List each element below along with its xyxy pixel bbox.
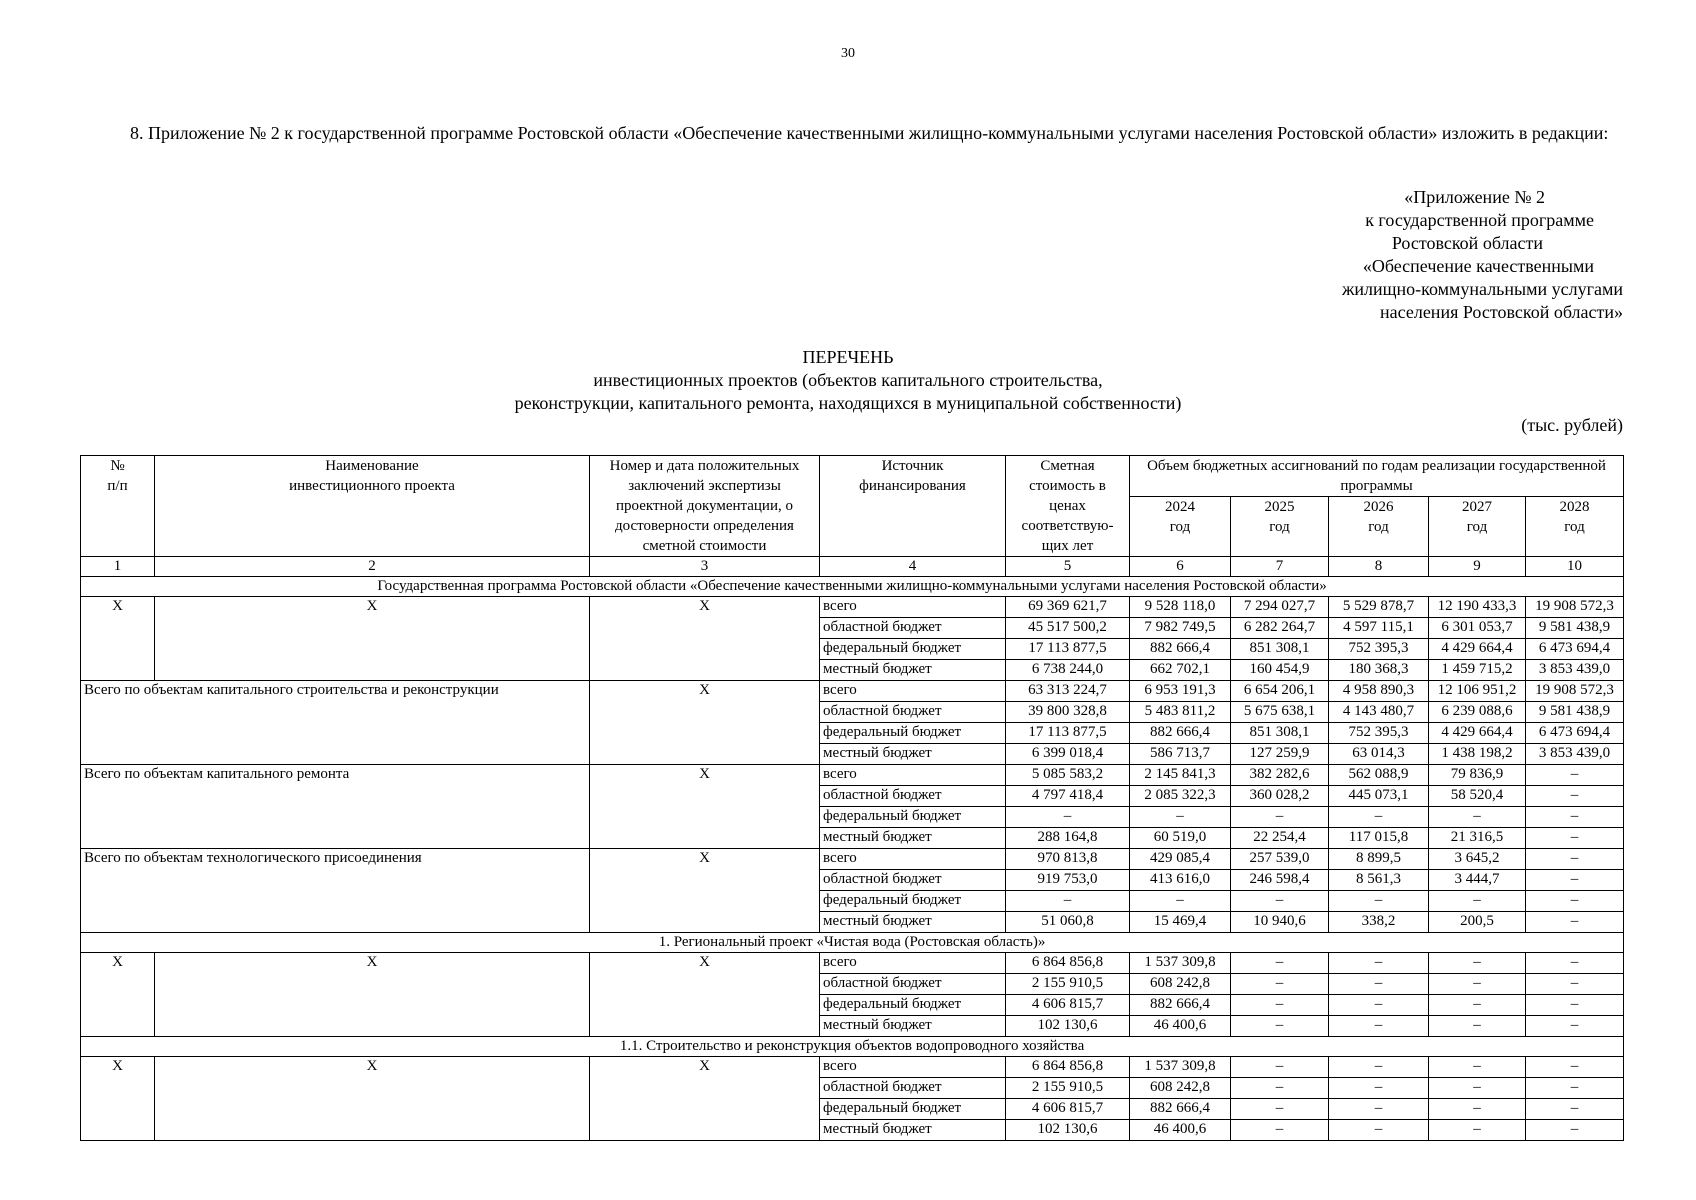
cell-value: 851 308,1 [1231,639,1329,660]
cell-value: 6 864 856,8 [1006,1057,1130,1078]
cell-source: всего [820,681,1006,702]
cell-source: федеральный бюджет [820,995,1006,1016]
cell-value: 2 145 841,3 [1130,765,1231,786]
cell-value: 6 473 694,4 [1526,723,1624,744]
cell-value: – [1006,891,1130,912]
cell-value: 4 143 480,7 [1329,702,1429,723]
cell-value: – [1526,974,1624,995]
cell-value: – [1526,1120,1624,1141]
section-program [81,577,1624,597]
heading-line: инвестиционных проектов (объектов капитального строительства, [593,370,1103,390]
cell-value: – [1231,1057,1329,1078]
cell-value: 2 155 910,5 [1006,974,1130,995]
page-number: 30 [841,46,855,61]
cell-value: 1 459 715,2 [1429,660,1526,681]
cell-value: – [1329,891,1429,912]
cell-value: – [1231,807,1329,828]
column-number: 5 [1006,557,1130,577]
cell-value: – [1526,912,1624,933]
table-row [81,597,1624,618]
cell-value: – [1231,974,1329,995]
cell-source: областной бюджет [820,870,1006,891]
cell-value: 6 654 206,1 [1231,681,1329,702]
cell-source: всего [820,597,1006,618]
cell-value: 338,2 [1329,912,1429,933]
column-number: 8 [1329,557,1429,577]
cell-value: 382 282,6 [1231,765,1329,786]
projects-table [80,455,1624,1141]
cell-value: 4 606 815,7 [1006,995,1130,1016]
cell-value: 69 369 621,7 [1006,597,1130,618]
cell-value: – [1526,807,1624,828]
cell-name: Х [155,1057,590,1141]
cell-expertise: Х [590,953,820,1037]
cell-value: – [1526,891,1624,912]
cell-value: 6 239 088,6 [1429,702,1526,723]
cell-value: 6 301 053,7 [1429,618,1526,639]
cell-value: – [1429,1057,1526,1078]
cell-value: 6 282 264,7 [1231,618,1329,639]
cell-value: 5 085 583,2 [1006,765,1130,786]
group-title-tech: Всего по объектам технологического присоединения [81,849,590,933]
cell-value: 1 537 309,8 [1130,1057,1231,1078]
cell-value: – [1526,828,1624,849]
cell-value: 102 130,6 [1006,1120,1130,1141]
cell-value: – [1231,953,1329,974]
cell-value: – [1429,891,1526,912]
appendix-line: к государственной программе [1365,210,1594,230]
header-year-2028: 2028 год [1526,497,1624,557]
header-expertise: Номер и дата положительных заключений экспертизы проектной документации, о достоверности определения сметной стоимости [590,456,820,557]
cell-value: 8 899,5 [1329,849,1429,870]
cell-value: – [1329,1057,1429,1078]
cell-value: 200,5 [1429,912,1526,933]
cell-value: 3 853 439,0 [1526,660,1624,681]
cell-num: Х [81,1057,155,1141]
cell-value: – [1526,1099,1624,1120]
cell-value: – [1130,807,1231,828]
appendix-line: Ростовской области [1391,233,1543,253]
column-number: 9 [1429,557,1526,577]
cell-value: – [1329,995,1429,1016]
cell-source: областной бюджет [820,618,1006,639]
cell-value: 180 368,3 [1329,660,1429,681]
cell-source: местный бюджет [820,744,1006,765]
cell-value: 3 444,7 [1429,870,1526,891]
cell-value: 288 164,8 [1006,828,1130,849]
cell-value: 12 190 433,3 [1429,597,1526,618]
column-number: 4 [820,557,1006,577]
column-number: 7 [1231,557,1329,577]
cell-value: – [1429,953,1526,974]
cell-value: 1 537 309,8 [1130,953,1231,974]
section-water-supply-title: 1.1. Строительство и реконструкция объектов водопроводного хозяйства [81,1037,1624,1057]
cell-value: 2 085 322,3 [1130,786,1231,807]
document-heading [0,346,1696,415]
cell-value: – [1429,1120,1526,1141]
cell-value: – [1429,974,1526,995]
cell-value: – [1429,1016,1526,1037]
cell-value: – [1526,849,1624,870]
appendix-line: населения Ростовской области» [1380,302,1623,322]
cell-name: Х [155,597,590,681]
cell-value: 608 242,8 [1130,974,1231,995]
cell-value: 1 438 198,2 [1429,744,1526,765]
cell-source: всего [820,953,1006,974]
cell-expertise: Х [590,765,820,849]
cell-expertise: Х [590,1057,820,1141]
cell-value: 7 294 027,7 [1231,597,1329,618]
cell-value: 7 982 749,5 [1130,618,1231,639]
header-num: № п/п [81,456,155,557]
cell-value: – [1429,995,1526,1016]
cell-value: 10 940,6 [1231,912,1329,933]
cell-source: всего [820,765,1006,786]
header-cost: Сметная стоимость в ценах соответствую-щих лет [1006,456,1130,557]
cell-value: 586 713,7 [1130,744,1231,765]
table-row [81,849,1624,870]
cell-value: 6 473 694,4 [1526,639,1624,660]
cell-value: 79 836,9 [1429,765,1526,786]
cell-value: – [1429,807,1526,828]
cell-value: 882 666,4 [1130,723,1231,744]
cell-value: – [1526,1016,1624,1037]
header-year-2025: 2025 год [1231,497,1329,557]
cell-value: 19 908 572,3 [1526,681,1624,702]
cell-value: 60 519,0 [1130,828,1231,849]
cell-value: 117 015,8 [1329,828,1429,849]
cell-value: 4 606 815,7 [1006,1099,1130,1120]
cell-expertise: Х [590,849,820,933]
cell-value: 882 666,4 [1130,639,1231,660]
cell-value: 12 106 951,2 [1429,681,1526,702]
cell-value: 4 429 664,4 [1429,723,1526,744]
cell-value: – [1526,953,1624,974]
cell-value: – [1329,1078,1429,1099]
heading-title: ПЕРЕЧЕНЬ [802,347,894,367]
header-year-2027: 2027 год [1429,497,1526,557]
cell-value: 46 400,6 [1130,1016,1231,1037]
cell-value: 102 130,6 [1006,1016,1130,1037]
header-name: Наименование инвестиционного проекта [155,456,590,557]
cell-value: 882 666,4 [1130,1099,1231,1120]
cell-value: 8 561,3 [1329,870,1429,891]
cell-source: областной бюджет [820,702,1006,723]
cell-value: – [1329,953,1429,974]
header-volume: Объем бюджетных ассигнований по годам реализации государственной программы [1130,456,1624,497]
table-row [81,765,1624,786]
cell-value: 160 454,9 [1231,660,1329,681]
cell-value: 3 853 439,0 [1526,744,1624,765]
cell-source: федеральный бюджет [820,639,1006,660]
column-numbers-row [81,557,1624,577]
cell-value: 919 753,0 [1006,870,1130,891]
cell-value: 5 483 811,2 [1130,702,1231,723]
column-number: 2 [155,557,590,577]
cell-expertise: Х [590,597,820,681]
cell-value: 413 616,0 [1130,870,1231,891]
cell-value: – [1329,1016,1429,1037]
section-program-title: Государственная программа Ростовской области «Обеспечение качественными жилищно-коммунальными услугами населения Ростовской области» [81,577,1624,597]
cell-value: 445 073,1 [1329,786,1429,807]
cell-value: – [1231,1016,1329,1037]
cell-value: 246 598,4 [1231,870,1329,891]
cell-value: 3 645,2 [1429,849,1526,870]
cell-value: 51 060,8 [1006,912,1130,933]
cell-value: 6 953 191,3 [1130,681,1231,702]
appendix-line: «Обеспечение качественными [1362,256,1594,276]
cell-expertise: Х [590,681,820,765]
section-regional-project [81,933,1624,953]
cell-source: федеральный бюджет [820,807,1006,828]
cell-value: – [1006,807,1130,828]
cell-source: местный бюджет [820,1120,1006,1141]
cell-value: – [1329,1120,1429,1141]
cell-source: федеральный бюджет [820,723,1006,744]
cell-source: всего [820,849,1006,870]
cell-value: 46 400,6 [1130,1120,1231,1141]
cell-value: – [1329,807,1429,828]
cell-value: 851 308,1 [1231,723,1329,744]
cell-value: 2 155 910,5 [1006,1078,1130,1099]
cell-num: Х [81,597,155,681]
header-year-2024: 2024 год [1130,497,1231,557]
cell-value: 360 028,2 [1231,786,1329,807]
header-year-2026: 2026 год [1329,497,1429,557]
cell-value: 5 529 878,7 [1329,597,1429,618]
table-row [81,1057,1624,1078]
cell-value: – [1231,1078,1329,1099]
section-regional-project-title: 1. Региональный проект «Чистая вода (Ростовская область)» [81,933,1624,953]
cell-value: 9 581 438,9 [1526,702,1624,723]
cell-value: – [1329,974,1429,995]
cell-value: – [1526,1078,1624,1099]
cell-value: 4 958 890,3 [1329,681,1429,702]
cell-value: 608 242,8 [1130,1078,1231,1099]
cell-value: 970 813,8 [1006,849,1130,870]
cell-value: 17 113 877,5 [1006,639,1130,660]
column-number: 1 [81,557,155,577]
cell-value: – [1526,995,1624,1016]
cell-value: – [1231,891,1329,912]
header-source: Источник финансирования [820,456,1006,557]
cell-value: 39 800 328,8 [1006,702,1130,723]
cell-value: 562 088,9 [1329,765,1429,786]
cell-value: – [1231,995,1329,1016]
cell-value: 17 113 877,5 [1006,723,1130,744]
cell-value: 63 313 224,7 [1006,681,1130,702]
cell-value: 22 254,4 [1231,828,1329,849]
cell-value: 6 864 856,8 [1006,953,1130,974]
cell-value: 6 399 018,4 [1006,744,1130,765]
cell-value: 21 316,5 [1429,828,1526,849]
cell-source: местный бюджет [820,660,1006,681]
cell-value: 257 539,0 [1231,849,1329,870]
cell-source: федеральный бюджет [820,891,1006,912]
cell-source: федеральный бюджет [820,1099,1006,1120]
cell-value: – [1130,891,1231,912]
cell-value: 429 085,4 [1130,849,1231,870]
cell-source: всего [820,1057,1006,1078]
appendix-line: «Приложение № 2 [1404,187,1545,207]
heading-line: реконструкции, капитального ремонта, находящихся в муниципальной собственности) [514,393,1182,413]
cell-value: – [1526,765,1624,786]
column-number: 10 [1526,557,1624,577]
group-title-repair: Всего по объектам капитального ремонта [81,765,590,849]
cell-value: 15 469,4 [1130,912,1231,933]
appendix-header [1200,186,1623,324]
cell-value: 4 429 664,4 [1429,639,1526,660]
cell-source: областной бюджет [820,974,1006,995]
cell-value: – [1231,1099,1329,1120]
cell-value: 5 675 638,1 [1231,702,1329,723]
cell-value: 127 259,9 [1231,744,1329,765]
cell-value: 45 517 500,2 [1006,618,1130,639]
table-row [81,953,1624,974]
table-row [81,681,1624,702]
cell-value: 19 908 572,3 [1526,597,1624,618]
cell-value: – [1231,1120,1329,1141]
column-number: 6 [1130,557,1231,577]
cell-value: 6 738 244,0 [1006,660,1130,681]
cell-value: – [1526,786,1624,807]
section-water-supply [81,1037,1624,1057]
cell-source: областной бюджет [820,786,1006,807]
cell-value: – [1429,1078,1526,1099]
cell-value: 662 702,1 [1130,660,1231,681]
column-number: 3 [590,557,820,577]
cell-num: Х [81,953,155,1037]
group-title-capital: Всего по объектам капитального строительства и реконструкции [81,681,590,765]
cell-value: 752 395,3 [1329,723,1429,744]
units-label: (тыс. рублей) [1521,415,1623,435]
cell-source: местный бюджет [820,1016,1006,1037]
cell-value: 4 797 418,4 [1006,786,1130,807]
cell-value: 882 666,4 [1130,995,1231,1016]
cell-source: областной бюджет [820,1078,1006,1099]
cell-value: – [1429,1099,1526,1120]
cell-value: 9 581 438,9 [1526,618,1624,639]
cell-value: 58 520,4 [1429,786,1526,807]
cell-source: местный бюджет [820,828,1006,849]
cell-value: 4 597 115,1 [1329,618,1429,639]
intro-paragraph: 8. Приложение № 2 к государственной программе Ростовской области «Обеспечение качественными жилищно-коммунальными услугами населения Ростовской области» изложить в редакции: [130,123,1609,143]
cell-source: местный бюджет [820,912,1006,933]
cell-value: 752 395,3 [1329,639,1429,660]
cell-value: 63 014,3 [1329,744,1429,765]
cell-value: – [1329,1099,1429,1120]
cell-name: Х [155,953,590,1037]
appendix-line: жилищно-коммунальными услугами [1341,279,1623,299]
cell-value: – [1526,870,1624,891]
cell-value: – [1526,1057,1624,1078]
cell-value: 9 528 118,0 [1130,597,1231,618]
